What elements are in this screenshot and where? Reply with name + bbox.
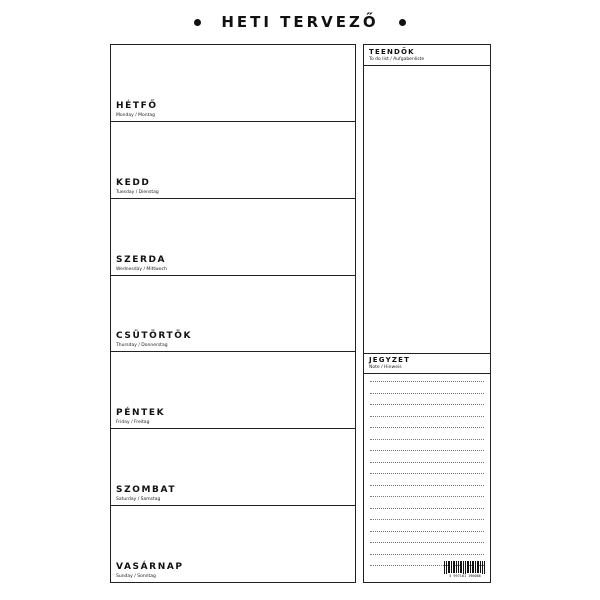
note-line bbox=[370, 404, 484, 405]
day-box-friday[interactable] bbox=[111, 352, 355, 429]
day-subtitle: Friday / Freitag bbox=[116, 420, 150, 426]
day-name: VASÁRNAP bbox=[116, 562, 184, 573]
note-line bbox=[370, 462, 484, 463]
day-subtitle: Saturday / Samstag bbox=[116, 497, 161, 503]
day-subtitle: Sunday / Sonntag bbox=[116, 574, 156, 580]
day-name: PÉNTEK bbox=[116, 408, 166, 419]
day-name: HÉTFŐ bbox=[116, 100, 158, 111]
note-line bbox=[370, 542, 484, 543]
todo-subtitle: To do list / Aufgabenliste bbox=[369, 57, 425, 62]
day-subtitle: Tuesday / Dienstag bbox=[116, 189, 159, 195]
barcode bbox=[444, 561, 486, 579]
notes-subtitle: Note / Hinweis bbox=[369, 365, 402, 370]
day-box-thursday[interactable] bbox=[111, 276, 355, 353]
day-name: SZOMBAT bbox=[116, 485, 177, 496]
note-line bbox=[370, 473, 484, 474]
note-line bbox=[370, 450, 484, 451]
days-column bbox=[110, 44, 356, 583]
note-line bbox=[370, 393, 484, 394]
header bbox=[0, 10, 600, 34]
todo-area[interactable] bbox=[364, 66, 490, 353]
day-subtitle: Thursday / Donnerstag bbox=[116, 343, 168, 349]
todo-header bbox=[364, 45, 490, 66]
page-title: HETI TERVEZŐ bbox=[221, 13, 379, 31]
notes-header bbox=[364, 353, 490, 374]
left-dot-icon bbox=[194, 19, 201, 26]
note-line bbox=[370, 381, 484, 382]
day-box-monday[interactable] bbox=[111, 45, 355, 122]
day-name: SZERDA bbox=[116, 254, 167, 265]
notes-title: JEGYZET bbox=[369, 356, 411, 364]
day-name: CSÜTÖRTÖK bbox=[116, 331, 193, 342]
day-box-saturday[interactable] bbox=[111, 429, 355, 506]
side-column bbox=[363, 44, 491, 583]
note-line bbox=[370, 427, 484, 428]
note-line bbox=[370, 496, 484, 497]
day-box-wednesday[interactable] bbox=[111, 199, 355, 276]
day-box-sunday[interactable] bbox=[111, 506, 355, 582]
day-subtitle: Wednesday / Mittwoch bbox=[116, 266, 167, 272]
barcode-icon bbox=[444, 561, 486, 575]
todo-title: TEENDŐK bbox=[369, 48, 415, 56]
note-line bbox=[370, 508, 484, 509]
day-subtitle: Monday / Montag bbox=[116, 112, 156, 118]
barcode-number: 5 997101 190086 bbox=[444, 574, 486, 578]
note-line bbox=[370, 485, 484, 486]
day-name: KEDD bbox=[116, 177, 151, 188]
note-line bbox=[370, 531, 484, 532]
note-line bbox=[370, 554, 484, 555]
note-line bbox=[370, 416, 484, 417]
right-dot-icon bbox=[399, 19, 406, 26]
note-line bbox=[370, 519, 484, 520]
notes-lines[interactable] bbox=[370, 381, 484, 571]
day-box-tuesday[interactable] bbox=[111, 122, 355, 199]
note-line bbox=[370, 439, 484, 440]
